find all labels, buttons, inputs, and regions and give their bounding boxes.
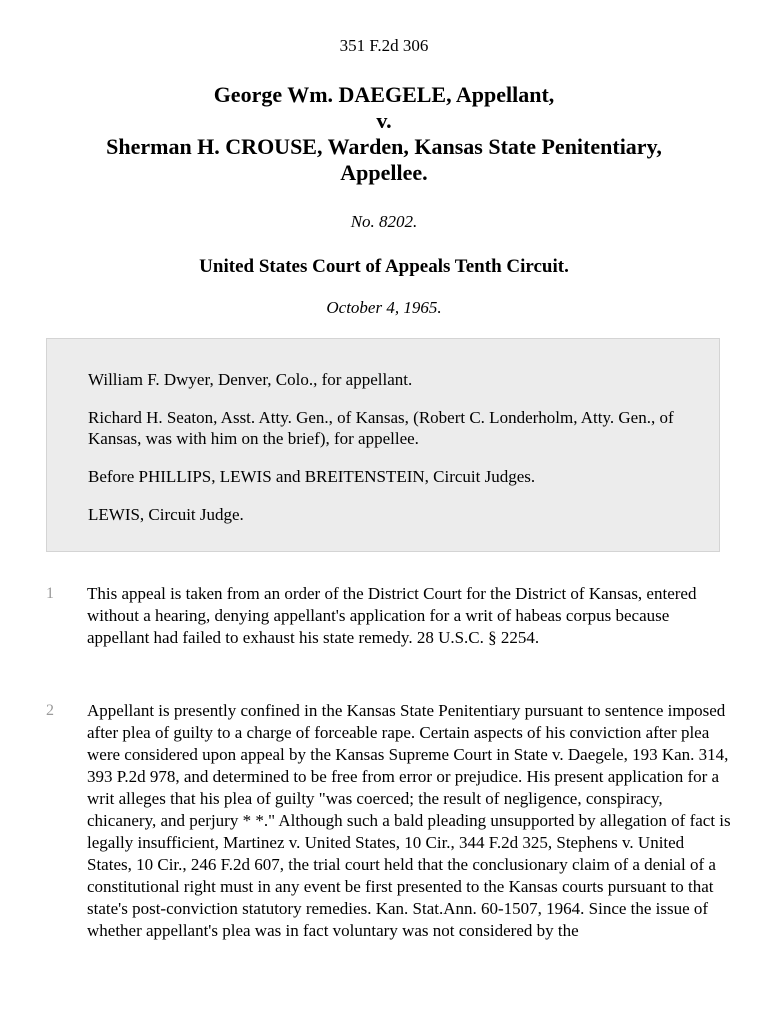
appellee-name: Sherman H. CROUSE, Warden, Kansas State Penitentiary, — [106, 134, 662, 159]
appellant-name: George Wm. DAEGELE, Appellant, — [213, 82, 555, 107]
case-citation: 351 F.2d 306 — [339, 36, 429, 55]
counsel-appellant: William F. Dwyer, Denver, Colo., for appellant. — [88, 370, 413, 389]
appellee-role: Appellee. — [340, 160, 428, 185]
decision-date: October 4, 1965. — [326, 298, 442, 317]
counsel-appellee: Richard H. Seaton, Asst. Atty. Gen., of Kansas, (Robert C. Londerholm, Atty. Gen., of Kansas, was with him on the brief), for appellee. — [88, 408, 674, 448]
judges-panel: Before PHILLIPS, LEWIS and BREITENSTEIN, Circuit Judges. — [88, 467, 536, 486]
case-title — [40, 82, 728, 186]
paragraph-text: This appeal is taken from an order of the District Court for the District of Kansas, entered without a hearing, denying appellant's application for a writ of habeas corpus because appellant had failed to exhaust his state remedy. 28 U.S.C. § 2254. — [87, 584, 697, 647]
docket-number: No. 8202. — [350, 212, 418, 231]
opinion-author: LEWIS, Circuit Judge. — [88, 505, 244, 524]
court-name: United States Court of Appeals Tenth Circuit. — [199, 256, 569, 277]
counsel-panel — [46, 338, 720, 552]
paragraph-number[interactable]: 2 — [46, 702, 54, 719]
versus: v. — [376, 108, 392, 133]
paragraph-text: Appellant is presently confined in the Kansas State Penitentiary pursuant to sentence imposed after plea of guilty to a charge of forceable rape. Certain aspects of his conviction after plea were considered upon appeal by the Kansas Supreme Court in State v. Daegele, 193 Kan. 314, 393 P.2d 978, and determined to be free from error or prejudice. His present application for a writ alleges that his plea of guilty "was coerced; the result of negligence, conspiracy, chicanery, and perjury * *." Although such a bald pleading unsupported by allegation of fact is legally insufficient, Martinez v. United States, 10 Cir., 344 F.2d 325, Stephens v. United States, 10 Cir., 246 F.2d 607, the trial court held that the conclusionary claim of a denial of a constitutional right must in any event be first presented to the Kansas courts pursuant to that state's post-conviction statutory remedies. Kan. Stat.Ann. 60-1507, 1964. Since the issue of whether appellant's plea was in fact voluntary was not considered by the — [87, 701, 731, 940]
paragraph-number[interactable]: 1 — [46, 585, 54, 602]
